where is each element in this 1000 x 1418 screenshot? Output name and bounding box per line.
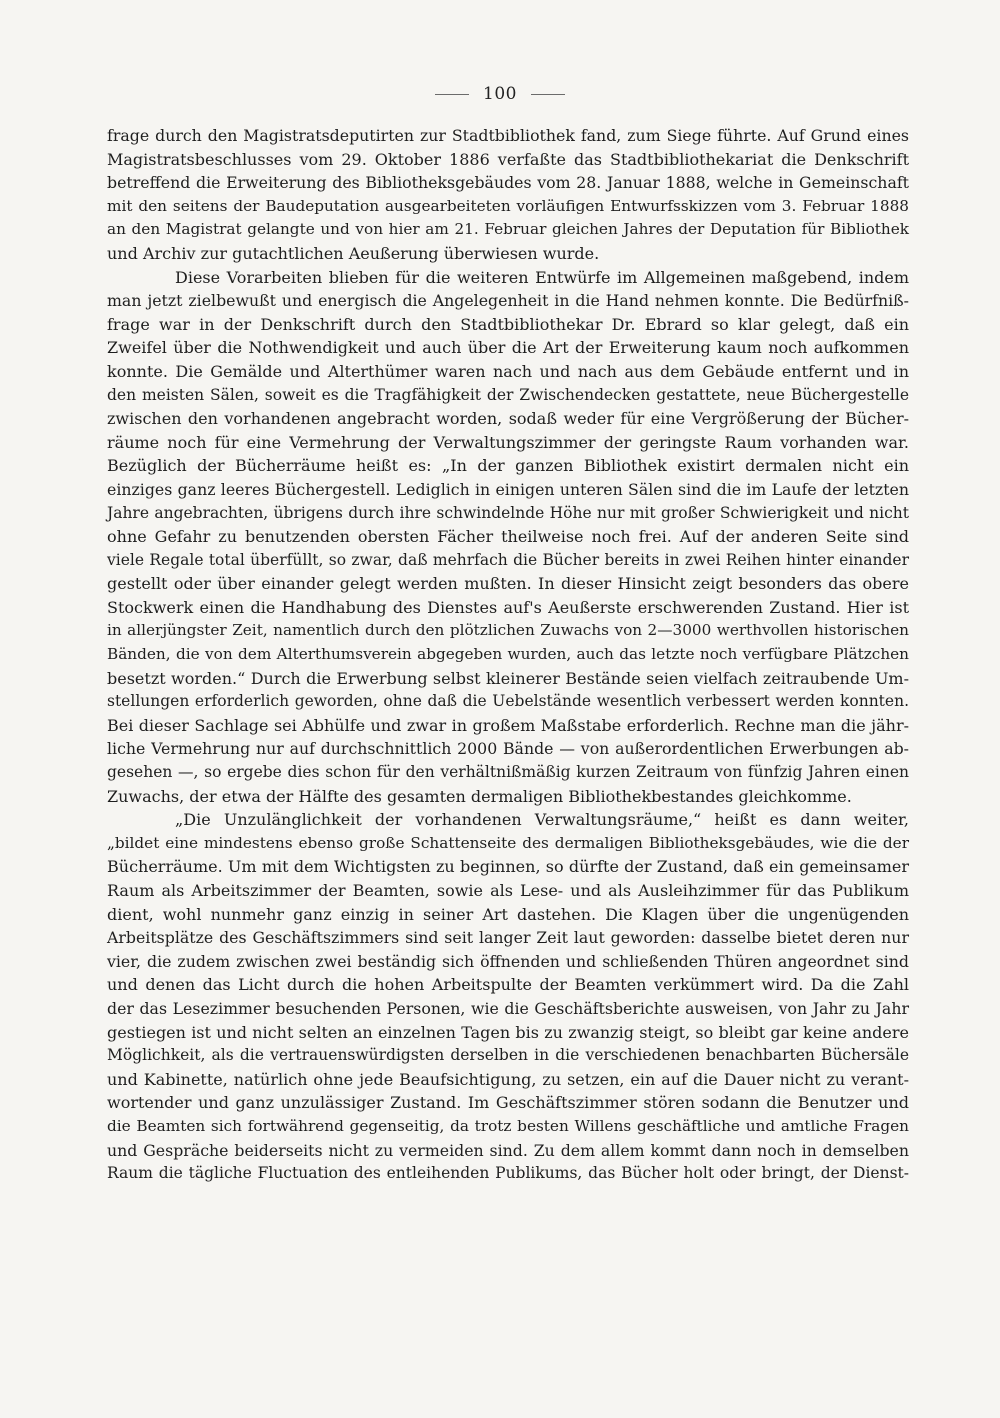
text-line: der das Lesezimmer besuchenden Personen, wie die Geschäftsberichte ausweisen, von Jahr zu Jahr	[107, 998, 909, 1018]
text-line: einziges ganz leeres Büchergestell. Lediglich in einigen unteren Sälen sind die im Laufe der letzten	[107, 479, 909, 499]
text-line: Möglichkeit, als die vertrauenswürdigsten derselben in die verschiedenen benachbarten Büchersäle	[107, 1046, 909, 1065]
text-line: gestiegen ist und nicht selten an einzelnen Tagen bis zu zwanzig steigt, so bleibt gar keine andere	[107, 1022, 909, 1042]
text-line: betreffend die Erweiterung des Bibliotheksgebäudes vom 28. Januar 1888, welche in Gemeinschaft	[107, 173, 909, 193]
text-line: wortender und ganz unzulässiger Zustand. Im Geschäftszimmer stören sodann die Benutzer und	[107, 1093, 909, 1113]
text-line: den meisten Sälen, soweit es die Tragfähigkeit der Zwischendecken gestattete, neue Büchergestelle	[107, 385, 909, 404]
text-line: frage war in der Denkschrift durch den Stadtbibliothekar Dr. Ebrard so klar gelegt, daß ein	[107, 314, 909, 334]
text-line: konnte. Die Gemälde und Alterthümer waren nach und nach aus dem Gebäude entfernt und in	[107, 361, 909, 381]
text-line: und denen das Licht durch die hohen Arbeitspulte der Beamten verkümmert wird. Da die Zahl	[107, 975, 909, 995]
text-line: stellungen erforderlich geworden, ohne daß die Uebelstände wesentlich verbessert werden konnten.	[107, 692, 909, 711]
text-line: Bänden, die von dem Alterthumsverein abgegeben wurden, auch das letzte noch verfügbare Plätzchen	[107, 645, 909, 664]
text-line: räume noch für eine Vermehrung der Verwaltungszimmer der geringste Raum vorhanden war.	[107, 432, 909, 452]
text-line: Bezüglich der Bücherräume heißt es: „In der ganzen Bibliothek existirt dermalen nicht ein	[107, 456, 909, 476]
text-line: und Kabinette, natürlich ohne jede Beaufsichtigung, zu setzen, ein auf die Dauer nicht zu verant-	[107, 1069, 909, 1089]
text-line: Zweifel über die Nothwendigkeit und auch über die Art der Erweiterung kaum noch aufkommen	[107, 338, 909, 358]
text-line: Raum die tägliche Fluctuation des entleihenden Publikums, das Bücher holt oder bringt, der Dienst-	[107, 1164, 909, 1183]
text-line: Zuwachs, der etwa der Hälfte des gesamten dermaligen Bibliothekbestandes gleichkomme.	[107, 786, 852, 806]
text-line: dient, wohl nunmehr ganz einzig in seiner Art dastehen. Die Klagen über die ungenügenden	[107, 904, 909, 924]
text-line: und Gespräche beiderseits nicht zu vermeiden sind. Zu dem allem kommt dann noch in demselben	[107, 1140, 909, 1160]
header-rule-left	[435, 94, 469, 95]
text-line: besetzt worden.“ Durch die Erwerbung selbst kleinerer Bestände seien vielfach zeitraubende Um-	[107, 668, 909, 688]
text-line: Diese Vorarbeiten blieben für die weiteren Entwürfe im Allgemeinen maßgebend, indem	[175, 267, 909, 287]
text-line: „bildet eine mindestens ebenso große Schattenseite des dermaligen Bibliotheksgebäudes, wie die der	[107, 833, 909, 852]
text-line: mit den seitens der Baudeputation ausgearbeiteten vorläufigen Entwurfsskizzen vom 3. Februar 1888	[107, 196, 909, 215]
text-line: an den Magistrat gelangte und von hier am 21. Februar gleichen Jahres der Deputation für Bibliothek	[107, 220, 909, 239]
text-line: Bei dieser Sachlage sei Abhülfe und zwar in großem Maßstabe erforderlich. Rechne man die jähr-	[107, 715, 909, 735]
text-line: zwischen den vorhandenen angebracht worden, sodaß weder für eine Vergrößerung der Bücher-	[107, 409, 909, 429]
text-line: die Beamten sich fortwährend gegenseitig, da trotz besten Willens geschäftliche und amtliche Fragen	[107, 1116, 909, 1135]
text-line: vier, die zudem zwischen zwei beständig sich öffnenden und schließenden Thüren angeordnet sind	[107, 951, 909, 971]
text-line: frage durch den Magistratsdeputirten zur Stadtbibliothek fand, zum Siege führte. Auf Grund eines	[107, 126, 909, 145]
text-line: und Archiv zur gutachtlichen Aeußerung überwiesen wurde.	[107, 243, 600, 263]
page-number: 100	[483, 84, 517, 104]
text-line: in allerjüngster Zeit, namentlich durch den plötzlichen Zuwachs von 2—3000 werthvollen historischen	[107, 621, 909, 640]
text-line: viele Regale total überfüllt, so zwar, daß mehrfach die Bücher bereits in zwei Reihen hinter einander	[107, 550, 909, 569]
text-line: gestellt oder über einander gelegt werden mußten. In dieser Hinsicht zeigt besonders das obere	[107, 574, 909, 594]
text-line: gesehen —, so ergebe dies schon für den verhältnißmäßig kurzen Zeitraum von fünfzig Jahren einen	[107, 763, 909, 782]
text-line: Bücherräume. Um mit dem Wichtigsten zu beginnen, so dürfte der Zustand, daß ein gemeinsamer	[107, 857, 909, 877]
text-line: Jahre angebrachten, übrigens durch ihre schwindelnde Höhe nur mit großer Schwierigkeit und nicht	[107, 503, 909, 522]
body-text	[107, 124, 909, 1186]
text-line: man jetzt zielbewußt und energisch die Angelegenheit in die Hand nehmen konnte. Die Bedürfniß-	[107, 291, 909, 311]
text-line: liche Vermehrung nur auf durchschnittlich 2000 Bände — von außerordentlichen Erwerbungen ab-	[107, 739, 909, 759]
header-rule-right	[531, 94, 565, 95]
text-line: Stockwerk einen die Handhabung des Dienstes auf's Aeußerste erschwerenden Zustand. Hier ist	[107, 597, 909, 617]
page-header	[0, 80, 1000, 108]
text-line: ohne Gefahr zu benutzenden obersten Fächer theilweise noch frei. Auf der anderen Seite sind	[107, 527, 909, 547]
text-line: Raum als Arbeitszimmer der Beamten, sowie als Lese- und als Ausleihzimmer für das Publikum	[107, 881, 909, 900]
text-line: Arbeitsplätze des Geschäftszimmers sind seit langer Zeit laut geworden: dasselbe bietet deren nur	[107, 928, 909, 948]
text-line: „Die Unzulänglichkeit der vorhandenen Verwaltungsräume,“ heißt es dann weiter,	[175, 810, 909, 830]
text-line: Magistratsbeschlusses vom 29. Oktober 1886 verfaßte das Stadtbibliothekariat die Denkschrift	[107, 149, 909, 169]
